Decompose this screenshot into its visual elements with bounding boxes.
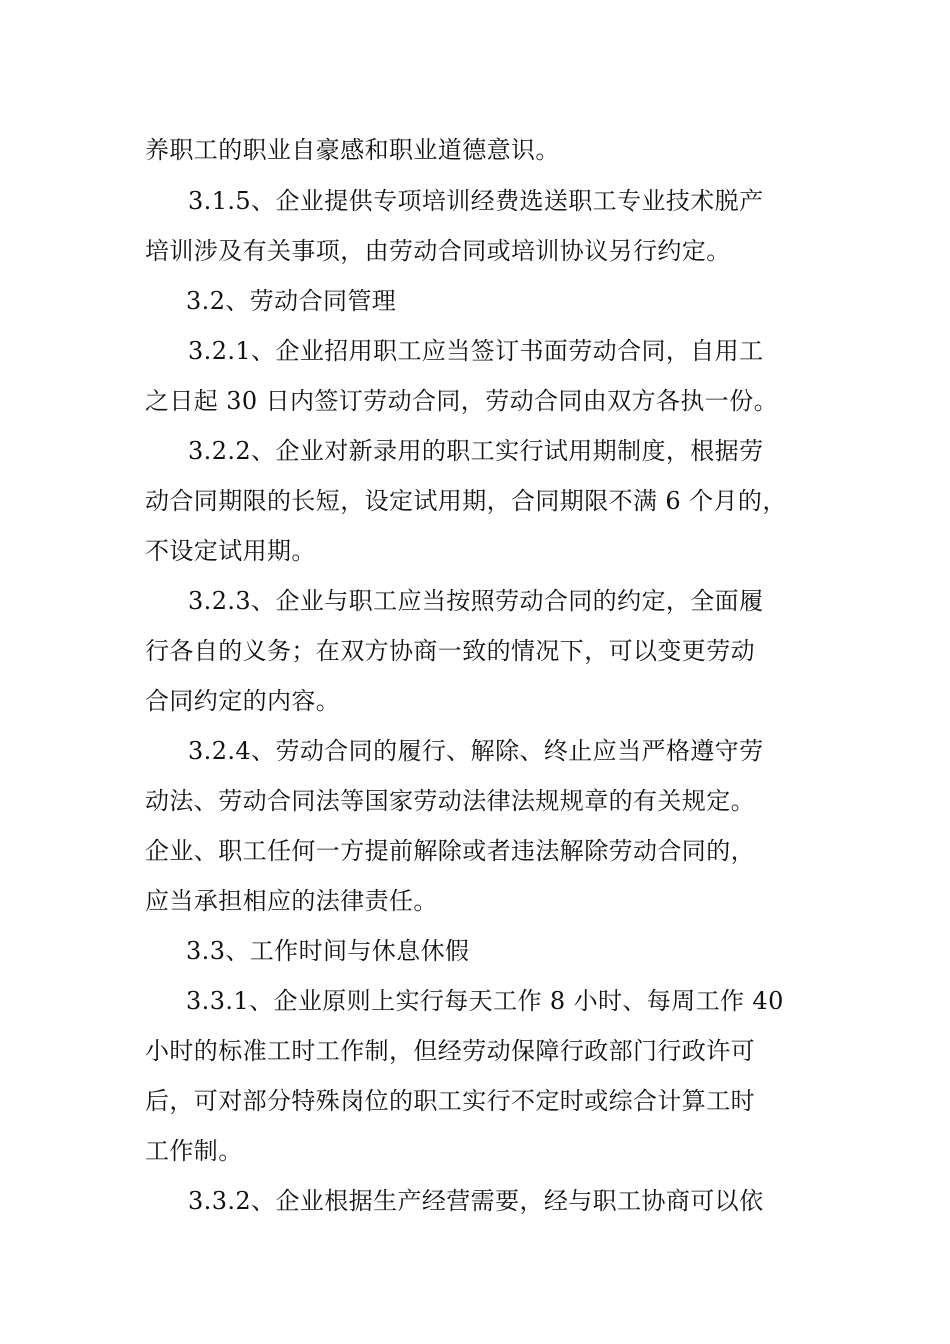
clause-3-2-4-line-2: 动法、劳动合同法等国家劳动法律法规规章的有关规定。 xyxy=(145,787,755,815)
clause-3-2-2-line-3: 不设定试用期。 xyxy=(145,537,316,565)
clause-3-2-2-line-1: 3.2.2、企业对新录用的职工实行试用期制度，根据劳 xyxy=(188,437,764,465)
section-heading-3-2: 3.2、劳动合同管理 xyxy=(186,287,397,315)
section-heading-3-3: 3.3、工作时间与休息休假 xyxy=(186,937,470,965)
clause-3-3-1-line-4: 工作制。 xyxy=(145,1137,243,1165)
clause-3-3-1-line-2: 小时的标准工时工作制，但经劳动保障行政部门行政许可 xyxy=(145,1037,755,1065)
clause-3-2-1-line-2: 之日起 30 日内签订劳动合同，劳动合同由双方各执一份。 xyxy=(145,387,778,415)
clause-3-3-1-line-1: 3.3.1、企业原则上实行每天工作 8 小时、每周工作 40 xyxy=(186,987,784,1015)
paragraph-3-1-4-tail: 养职工的职业自豪感和职业道德意识。 xyxy=(145,136,560,164)
clause-3-2-3-line-3: 合同约定的内容。 xyxy=(145,687,341,715)
clause-3-2-1-line-1: 3.2.1、企业招用职工应当签订书面劳动合同，自用工 xyxy=(188,337,764,365)
clause-3-2-4-line-4: 应当承担相应的法律责任。 xyxy=(145,887,438,915)
clause-3-2-4-line-3: 企业、职工任何一方提前解除或者违法解除劳动合同的， xyxy=(145,837,755,865)
clause-3-2-3-line-1: 3.2.3、企业与职工应当按照劳动合同的约定，全面履 xyxy=(188,587,764,615)
clause-3-2-3-line-2: 行各自的义务；在双方协商一致的情况下，可以变更劳动 xyxy=(145,637,755,665)
clause-3-2-4-line-1: 3.2.4、劳动合同的履行、解除、终止应当严格遵守劳 xyxy=(188,737,764,765)
clause-3-3-2-line-1: 3.3.2、企业根据生产经营需要，经与职工协商可以依 xyxy=(188,1187,764,1215)
clause-3-3-1-line-3: 后，可对部分特殊岗位的职工实行不定时或综合计算工时 xyxy=(145,1087,755,1115)
clause-3-1-5-line-1: 3.1.5、企业提供专项培训经费选送职工专业技术脱产 xyxy=(188,187,764,215)
clause-3-1-5-line-2: 培训涉及有关事项，由劳动合同或培训协议另行约定。 xyxy=(145,237,731,265)
clause-3-2-2-line-2: 动合同期限的长短，设定试用期，合同期限不满 6 个月的， xyxy=(145,487,787,515)
